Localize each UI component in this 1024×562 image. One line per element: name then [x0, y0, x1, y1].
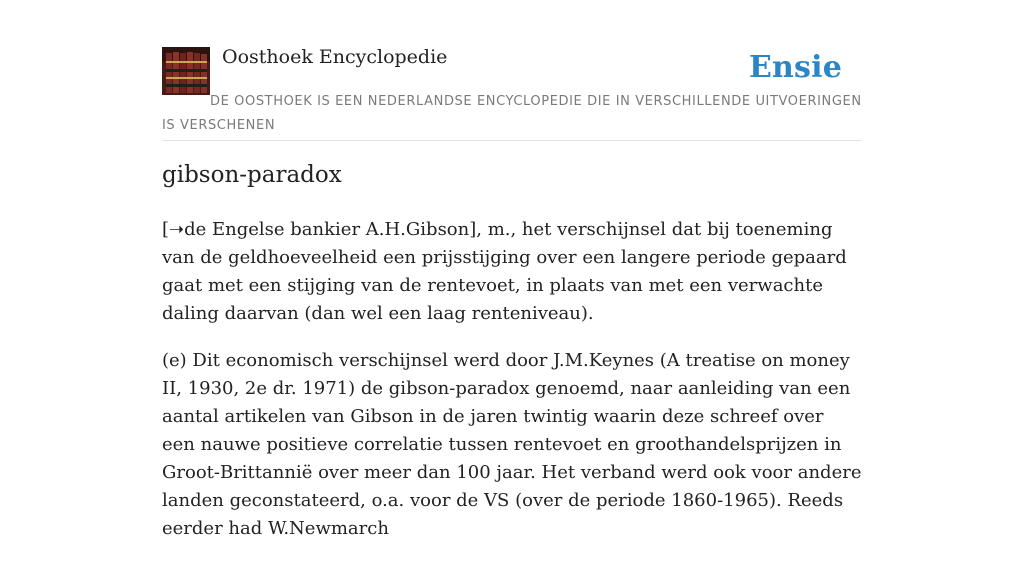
article-body — [162, 216, 862, 562]
page-container — [162, 0, 862, 539]
site-name[interactable]: Oosthoek Encyclopedie — [222, 46, 448, 68]
site-tagline: DE OOSTHOEK IS EEN NEDERLANDSE ENCYCLOPEDIE DIE IN VERSCHILLENDE UITVOERINGEN IS VERSCHENEN — [162, 94, 862, 133]
article-paragraph: (e) Dit economisch verschijnsel werd door J.M.Keynes (A treatise on money II, 1930, 2e dr. 1971) de gibson-paradox genoemd, naar aanleiding van een aantal artikelen van Gibson in de jaren twintig waarin deze schreef over een nauwe positieve correlatie tussen rentevoet en groothandelsprijzen in Groot-Brittannië over meer dan 100 jaar. Het verband werd ook voor andere landen geconstateerd, o.a. voor de VS (over de periode 1860-1965). Reeds eerder had W.Newmarch — [162, 350, 862, 539]
encyclopedia-books-icon[interactable] — [162, 47, 210, 95]
brand-logo[interactable]: Ensie — [748, 50, 842, 85]
article-title: gibson-paradox — [162, 162, 342, 188]
site-header — [162, 0, 862, 141]
article-paragraph: [➝de Engelse bankier A.H.Gibson], m., het verschijnsel dat bij toeneming van de geldhoeveelheid een prijsstijging over een langere periode gepaard gaat met een stijging van de rentevoet, in plaats van met een verwachte daling daarvan (dan wel een laag renteniveau). — [162, 219, 847, 324]
